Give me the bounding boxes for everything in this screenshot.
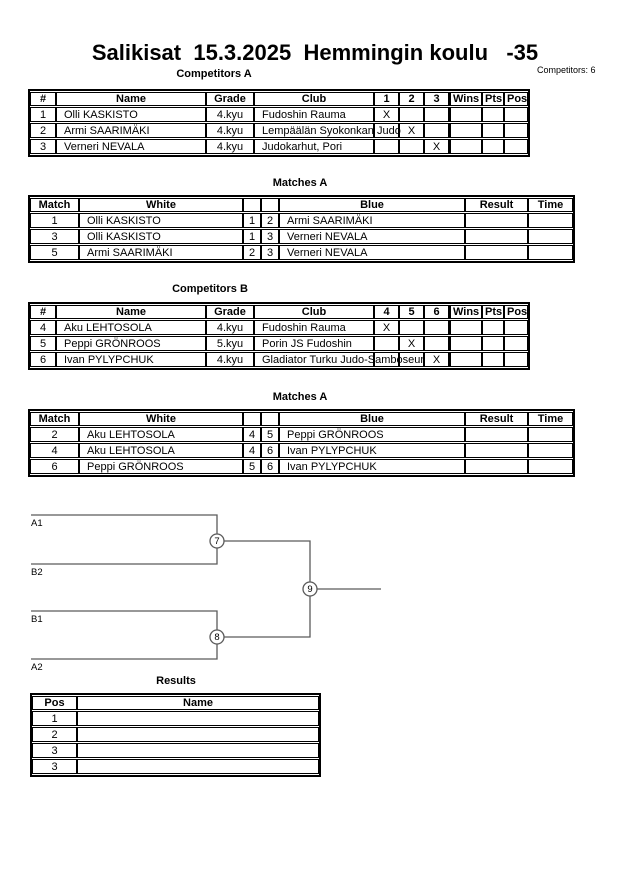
col-wins: Wins <box>449 92 482 106</box>
competitors-count: Competitors: 6 <box>537 65 596 75</box>
match-node-number: 9 <box>307 584 313 595</box>
cell-white: Olli KASKISTO <box>79 213 243 228</box>
table-row <box>30 352 528 367</box>
table-row <box>30 336 528 351</box>
cell-mark <box>424 320 449 335</box>
cell-name <box>77 711 319 726</box>
cell-mark <box>424 336 449 351</box>
col-club: Club <box>254 305 374 319</box>
table-row <box>32 711 319 726</box>
cell-match: 4 <box>30 443 79 458</box>
table-header-row <box>30 305 528 319</box>
table-row <box>30 459 573 474</box>
cell-time <box>528 427 573 442</box>
cell-blue: Ivan PYLYPCHUK <box>279 459 465 474</box>
table-row <box>30 123 528 138</box>
cell-name <box>77 727 319 742</box>
cell-time <box>528 245 573 260</box>
cell-wins <box>449 139 482 154</box>
col-pos: Pos <box>32 696 77 710</box>
cell-mark <box>374 139 399 154</box>
cell-match: 1 <box>30 213 79 228</box>
col-grade: Grade <box>206 92 254 106</box>
col-white-num <box>243 412 261 426</box>
page-title: Salikisat 15.3.2025 Hemmingin koulu -35 <box>91 40 539 65</box>
col-5: 5 <box>399 305 424 319</box>
cell-club: Gladiator Turku Judo-Samboseur <box>254 352 374 367</box>
cell-mark <box>399 107 424 122</box>
col-1: 1 <box>374 92 399 106</box>
table-header-row <box>30 198 573 212</box>
cell-pos: 1 <box>32 711 77 726</box>
col-blue: Blue <box>279 198 465 212</box>
cell-match: 6 <box>30 459 79 474</box>
col-white: White <box>79 198 243 212</box>
cell-mark: X <box>374 320 399 335</box>
cell-club: Fudoshin Rauma <box>254 320 374 335</box>
cell-pos: 3 <box>32 743 77 758</box>
cell-pts <box>482 320 504 335</box>
cell-wins <box>449 123 482 138</box>
cell-name: Aku LEHTOSOLA <box>56 320 206 335</box>
cell-club: Porin JS Fudoshin <box>254 336 374 351</box>
col-blue-num <box>261 198 279 212</box>
col-white-num <box>243 198 261 212</box>
cell-result <box>465 443 528 458</box>
table-header-row <box>30 412 573 426</box>
cell-blue-num: 6 <box>261 459 279 474</box>
bracket-slot-label: A1 <box>31 518 43 529</box>
col-white: White <box>79 412 243 426</box>
cell-grade: 4.kyu <box>206 123 254 138</box>
cell-white-num: 4 <box>243 443 261 458</box>
cell-result <box>465 229 528 244</box>
cell-num: 5 <box>30 336 56 351</box>
cell-mark: X <box>424 352 449 367</box>
table-row <box>30 229 573 244</box>
bracket-pair-bottom-lines <box>31 611 220 659</box>
cell-pos <box>504 107 528 122</box>
cell-blue-num: 5 <box>261 427 279 442</box>
cell-pts <box>482 336 504 351</box>
cell-mark: X <box>374 107 399 122</box>
results-table <box>30 693 321 777</box>
table-row <box>32 743 319 758</box>
cell-blue: Ivan PYLYPCHUK <box>279 443 465 458</box>
matches-b-heading: Matches A <box>272 391 328 403</box>
cell-num: 4 <box>30 320 56 335</box>
cell-mark <box>424 107 449 122</box>
cell-club: Lempäälän Syokonkan Judo <box>254 123 374 138</box>
cell-blue: Verneri NEVALA <box>279 245 465 260</box>
cell-pos <box>504 352 528 367</box>
pool-b-heading: Competitors B <box>172 283 248 295</box>
cell-num: 1 <box>30 107 56 122</box>
cell-pos <box>504 336 528 351</box>
cell-white: Aku LEHTOSOLA <box>79 443 243 458</box>
cell-blue-num: 6 <box>261 443 279 458</box>
bracket-slot-label: B2 <box>31 567 43 578</box>
table-row <box>30 213 573 228</box>
table-row <box>30 107 528 122</box>
cell-wins <box>449 107 482 122</box>
col-6: 6 <box>424 305 449 319</box>
cell-mark <box>399 139 424 154</box>
cell-grade: 4.kyu <box>206 352 254 367</box>
col-blue: Blue <box>279 412 465 426</box>
table-header-row <box>32 696 319 710</box>
match-node-number: 7 <box>214 536 220 547</box>
cell-result <box>465 245 528 260</box>
cell-num: 2 <box>30 123 56 138</box>
cell-blue: Armi SAARIMÄKI <box>279 213 465 228</box>
cell-pts <box>482 139 504 154</box>
cell-wins <box>449 336 482 351</box>
cell-club: Judokarhut, Pori <box>254 139 374 154</box>
cell-match: 5 <box>30 245 79 260</box>
table-row <box>32 759 319 774</box>
cell-wins <box>449 352 482 367</box>
cell-white: Armi SAARIMÄKI <box>79 245 243 260</box>
table-row <box>30 320 528 335</box>
cell-result <box>465 213 528 228</box>
col-time: Time <box>528 412 573 426</box>
cell-name: Olli KASKISTO <box>56 107 206 122</box>
cell-name: Armi SAARIMÄKI <box>56 123 206 138</box>
cell-result <box>465 427 528 442</box>
col-num: # <box>30 305 56 319</box>
table-row <box>30 245 573 260</box>
cell-name: Peppi GRÖNROOS <box>56 336 206 351</box>
bracket-slot-label: B1 <box>31 614 43 625</box>
bracket-pair-top-lines <box>31 515 220 564</box>
cell-pts <box>482 352 504 367</box>
col-result: Result <box>465 198 528 212</box>
col-time: Time <box>528 198 573 212</box>
cell-name <box>77 743 319 758</box>
match-node-number: 8 <box>214 632 220 643</box>
competitors-a-table <box>28 89 530 157</box>
cell-mark <box>399 320 424 335</box>
col-pts: Pts <box>482 305 504 319</box>
cell-name: Ivan PYLYPCHUK <box>56 352 206 367</box>
cell-blue-num: 3 <box>261 245 279 260</box>
cell-white-num: 2 <box>243 245 261 260</box>
bracket-semifinal-connector <box>217 541 313 637</box>
cell-pos <box>504 123 528 138</box>
col-name: Name <box>77 696 319 710</box>
col-3: 3 <box>424 92 449 106</box>
cell-name <box>77 759 319 774</box>
cell-match: 2 <box>30 427 79 442</box>
matches-a-table <box>28 195 575 263</box>
cell-pos: 2 <box>32 727 77 742</box>
col-pts: Pts <box>482 92 504 106</box>
cell-white-num: 5 <box>243 459 261 474</box>
col-pos: Pos <box>504 92 528 106</box>
cell-time <box>528 459 573 474</box>
cell-pos <box>504 139 528 154</box>
cell-white: Peppi GRÖNROOS <box>79 459 243 474</box>
cell-white-num: 1 <box>243 229 261 244</box>
cell-blue: Peppi GRÖNROOS <box>279 427 465 442</box>
cell-white: Olli KASKISTO <box>79 229 243 244</box>
cell-mark: X <box>399 123 424 138</box>
cell-grade: 4.kyu <box>206 139 254 154</box>
cell-club: Fudoshin Rauma <box>254 107 374 122</box>
cell-name: Verneri NEVALA <box>56 139 206 154</box>
table-row <box>30 427 573 442</box>
col-name: Name <box>56 305 206 319</box>
cell-wins <box>449 320 482 335</box>
cell-num: 6 <box>30 352 56 367</box>
cell-mark <box>424 123 449 138</box>
col-pos: Pos <box>504 305 528 319</box>
cell-blue-num: 3 <box>261 229 279 244</box>
elimination-bracket <box>0 505 630 680</box>
cell-mark <box>374 336 399 351</box>
matches-a-heading: Matches A <box>272 177 328 189</box>
col-club: Club <box>254 92 374 106</box>
cell-match: 3 <box>30 229 79 244</box>
col-4: 4 <box>374 305 399 319</box>
results-heading: Results <box>156 675 196 687</box>
cell-num: 3 <box>30 139 56 154</box>
col-grade: Grade <box>206 305 254 319</box>
col-blue-num <box>261 412 279 426</box>
cell-white-num: 1 <box>243 213 261 228</box>
table-row <box>30 443 573 458</box>
cell-time <box>528 229 573 244</box>
cell-grade: 4.kyu <box>206 107 254 122</box>
col-result: Result <box>465 412 528 426</box>
cell-pts <box>482 107 504 122</box>
table-row <box>32 727 319 742</box>
cell-mark: X <box>399 336 424 351</box>
cell-white-num: 4 <box>243 427 261 442</box>
table-header-row <box>30 92 528 106</box>
table-row <box>30 139 528 154</box>
col-2: 2 <box>399 92 424 106</box>
competitors-b-table <box>28 302 530 370</box>
cell-pts <box>482 123 504 138</box>
cell-grade: 5.kyu <box>206 336 254 351</box>
cell-time <box>528 213 573 228</box>
matches-b-table <box>28 409 575 477</box>
cell-pos <box>504 320 528 335</box>
cell-time <box>528 443 573 458</box>
cell-white: Aku LEHTOSOLA <box>79 427 243 442</box>
col-match: Match <box>30 412 79 426</box>
col-match: Match <box>30 198 79 212</box>
cell-grade: 4.kyu <box>206 320 254 335</box>
pool-a-heading: Competitors A <box>176 68 252 80</box>
col-name: Name <box>56 92 206 106</box>
col-num: # <box>30 92 56 106</box>
cell-blue-num: 2 <box>261 213 279 228</box>
cell-pos: 3 <box>32 759 77 774</box>
cell-mark: X <box>424 139 449 154</box>
bracket-slot-label: A2 <box>31 662 43 673</box>
cell-blue: Verneri NEVALA <box>279 229 465 244</box>
cell-result <box>465 459 528 474</box>
col-wins: Wins <box>449 305 482 319</box>
